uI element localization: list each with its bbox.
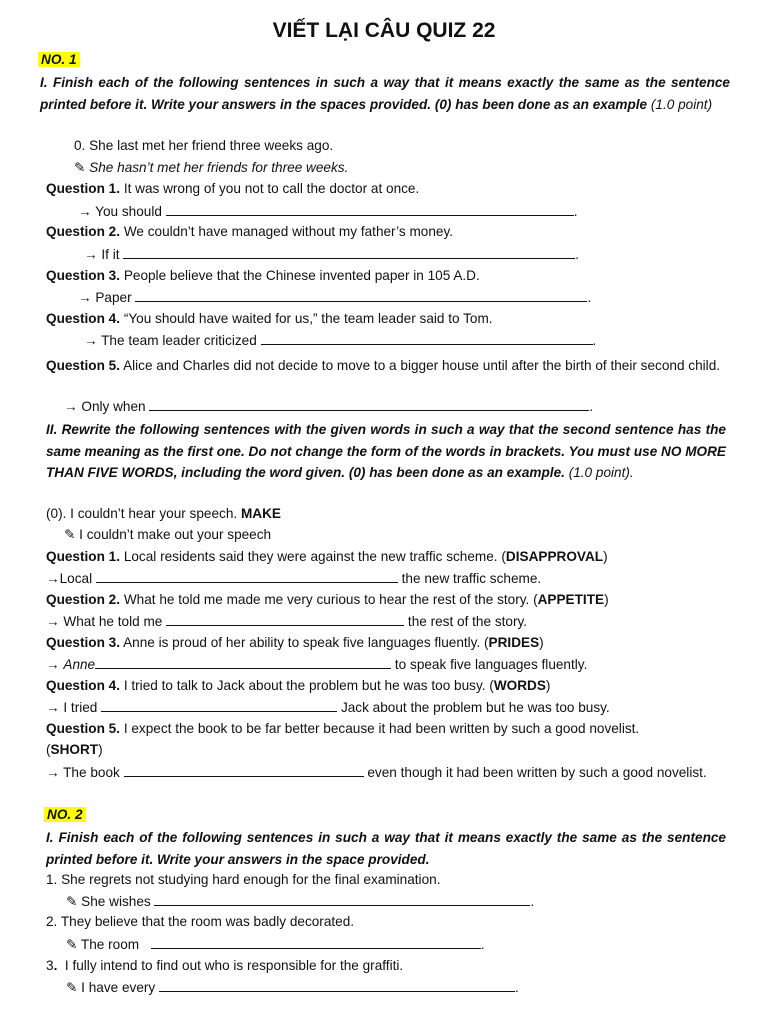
no2-answer-1: ✎ She wishes .: [66, 894, 535, 909]
answer-blank[interactable]: [135, 289, 587, 302]
part2-answer-1: →Local the new traffic scheme.: [46, 571, 542, 586]
part1-answer-3: → Paper .: [78, 290, 592, 305]
part1-answer-2: → If it .: [84, 247, 580, 262]
no2-question-2: 2. They believe that the room was badly decorated.: [46, 914, 355, 929]
part1-answer-1: → You should .: [78, 204, 578, 219]
section-label-no2: NO. 2: [44, 807, 86, 824]
no2-answer-2: ✎ The room .: [66, 937, 485, 952]
answer-blank[interactable]: [159, 979, 515, 992]
no2-question-3: 3. I fully intend to find out who is responsible for the graffiti.: [46, 958, 404, 973]
answer-blank[interactable]: [166, 203, 574, 216]
answer-blank[interactable]: [149, 398, 589, 411]
answer-blank[interactable]: [261, 332, 593, 345]
part2-answer-4: → I tried Jack about the problem but he was too busy.: [46, 700, 610, 715]
part2-example-question: (0). I couldn’t hear your speech. MAKE: [46, 506, 281, 521]
example-question: 0. She last met her friend three weeks ago.: [74, 138, 334, 153]
part2-question-1: Question 1. Local residents said they were against the new traffic scheme. (DISAPPROVAL): [46, 549, 608, 564]
answer-blank[interactable]: [101, 699, 337, 712]
answer-blank[interactable]: [124, 764, 364, 777]
answer-blank[interactable]: [154, 893, 530, 906]
part2-question-5-word: (SHORT): [46, 742, 103, 757]
part2-answer-3: → Anne to speak five languages fluently.: [46, 657, 588, 672]
no2-question-1: 1. She regrets not studying hard enough for the final examination.: [46, 872, 441, 887]
writing-hand-icon: ✎: [66, 894, 78, 909]
part2-question-2: Question 2. What he told me made me very curious to hear the rest of the story. (APPETITE): [46, 592, 609, 607]
writing-hand-icon: ✎: [66, 980, 78, 995]
writing-hand-icon: ✎: [66, 937, 78, 952]
part1-answer-5: → Only when .: [64, 399, 594, 414]
part1-answer-4: → The team leader criticized .: [84, 333, 597, 348]
no2-instruction: I. Finish each of the following sentences in such a way that it means exactly the same as the sentence printed before it. Write your answers in the space provided.: [46, 830, 726, 867]
no2-answer-3: ✎ I have every .: [66, 980, 519, 995]
part2-question-3: Question 3. Anne is proud of her ability to speak five languages fluently. (PRIDES): [46, 635, 544, 650]
part2-question-5: Question 5. I expect the book to be far better because it had been written by such a good novelist.: [46, 721, 640, 736]
writing-hand-icon: ✎: [64, 527, 76, 542]
part1-question-1: Question 1. It was wrong of you not to call the doctor at once.: [46, 181, 420, 196]
answer-blank[interactable]: [166, 613, 404, 626]
answer-blank[interactable]: [95, 656, 391, 669]
answer-blank[interactable]: [123, 246, 575, 259]
part2-question-4: Question 4. I tried to talk to Jack about the problem but he was too busy. (WORDS): [46, 678, 551, 693]
part2-example-answer: ✎ I couldn’t make out your speech: [64, 527, 272, 542]
page-title: VIẾT LẠI CÂU QUIZ 22: [272, 19, 496, 42]
section-label-no1: NO. 1: [38, 52, 80, 69]
part1-instruction: I. Finish each of the following sentences in such a way that it means exactly the same as the sentence printed before it. Write your answers in the spaces provided. (0) has been done as an example (1.0 point): [40, 75, 730, 112]
example-answer: ✎ She hasn’t met her friends for three weeks.: [74, 160, 349, 175]
part1-question-5: Question 5. Alice and Charles did not decide to move to a bigger house until after the birth of their second child.: [46, 358, 721, 373]
answer-blank[interactable]: [151, 936, 481, 949]
part2-instruction: II. Rewrite the following sentences with the given words in such a way that the second sentence has the same meaning as the first one. Do not change the form of the words in brackets. You must use NO MORE THAN FIVE WORDS, including the word given. (0) has been done as an example. (1.0 point).: [46, 422, 726, 480]
part1-question-3: Question 3. People believe that the Chinese invented paper in 105 A.D.: [46, 268, 480, 283]
part1-question-2: Question 2. We couldn’t have managed without my father’s money.: [46, 224, 454, 239]
part2-answer-5: → The book even though it had been written by such a good novelist.: [46, 765, 707, 780]
answer-blank[interactable]: [96, 570, 398, 583]
part1-question-4: Question 4. “You should have waited for us,” the team leader said to Tom.: [46, 311, 493, 326]
part2-answer-2: → What he told me the rest of the story.: [46, 614, 528, 629]
writing-hand-icon: ✎: [74, 160, 86, 175]
